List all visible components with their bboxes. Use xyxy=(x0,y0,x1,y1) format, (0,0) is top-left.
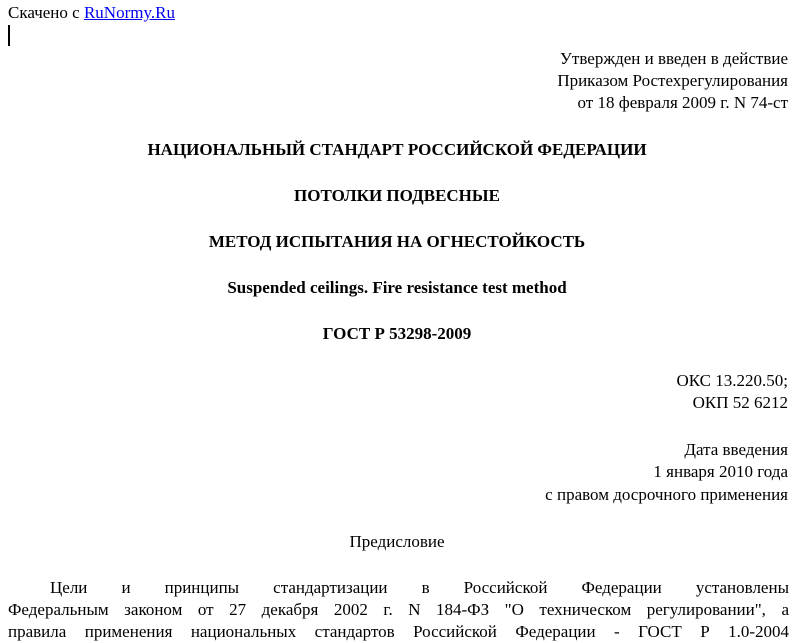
english-title: Suspended ceilings. Fire resistance test method xyxy=(227,278,567,297)
okp-code: ОКП 52 6212 xyxy=(692,393,788,412)
runormy-link[interactable]: RuNormy.Ru xyxy=(83,3,175,22)
foreword-paragraph-line-3: правила применения национальных стандартов Российской Федерации - ГОСТ Р 1.0-2004 xyxy=(8,622,789,641)
standard-type-heading: НАЦИОНАЛЬНЫЙ СТАНДАРТ РОССИЙСКОЙ ФЕДЕРАЦИИ xyxy=(147,140,647,159)
introduction-date: 1 января 2010 года xyxy=(653,462,788,481)
foreword-paragraph-line-2: Федеральным законом от 27 декабря 2002 г. N 184-ФЗ "О техническом регулировании", а xyxy=(8,600,789,619)
oks-code: ОКС 13.220.50; xyxy=(676,371,788,390)
foreword-paragraph-line-1: Цели и принципы стандартизации в Российской Федерации установлены xyxy=(50,578,789,597)
introduction-note: с правом досрочного применения xyxy=(545,485,788,504)
source-prefix: Скачено с xyxy=(8,3,84,22)
standard-code: ГОСТ Р 53298-2009 xyxy=(322,324,472,343)
approval-line-3: от 18 февраля 2009 г. N 74-ст xyxy=(577,93,788,112)
foreword-heading: Предисловие xyxy=(349,532,445,551)
approval-line-1: Утвержден и введен в действие xyxy=(559,49,788,68)
text-cursor xyxy=(8,25,10,46)
approval-line-2: Приказом Ростехрегулирования xyxy=(557,71,788,90)
introduction-label: Дата введения xyxy=(684,440,788,459)
standard-name-heading: ПОТОЛКИ ПОДВЕСНЫЕ xyxy=(294,186,500,205)
source-line xyxy=(8,3,175,23)
standard-subtitle-heading: МЕТОД ИСПЫТАНИЯ НА ОГНЕСТОЙКОСТЬ xyxy=(208,232,586,251)
